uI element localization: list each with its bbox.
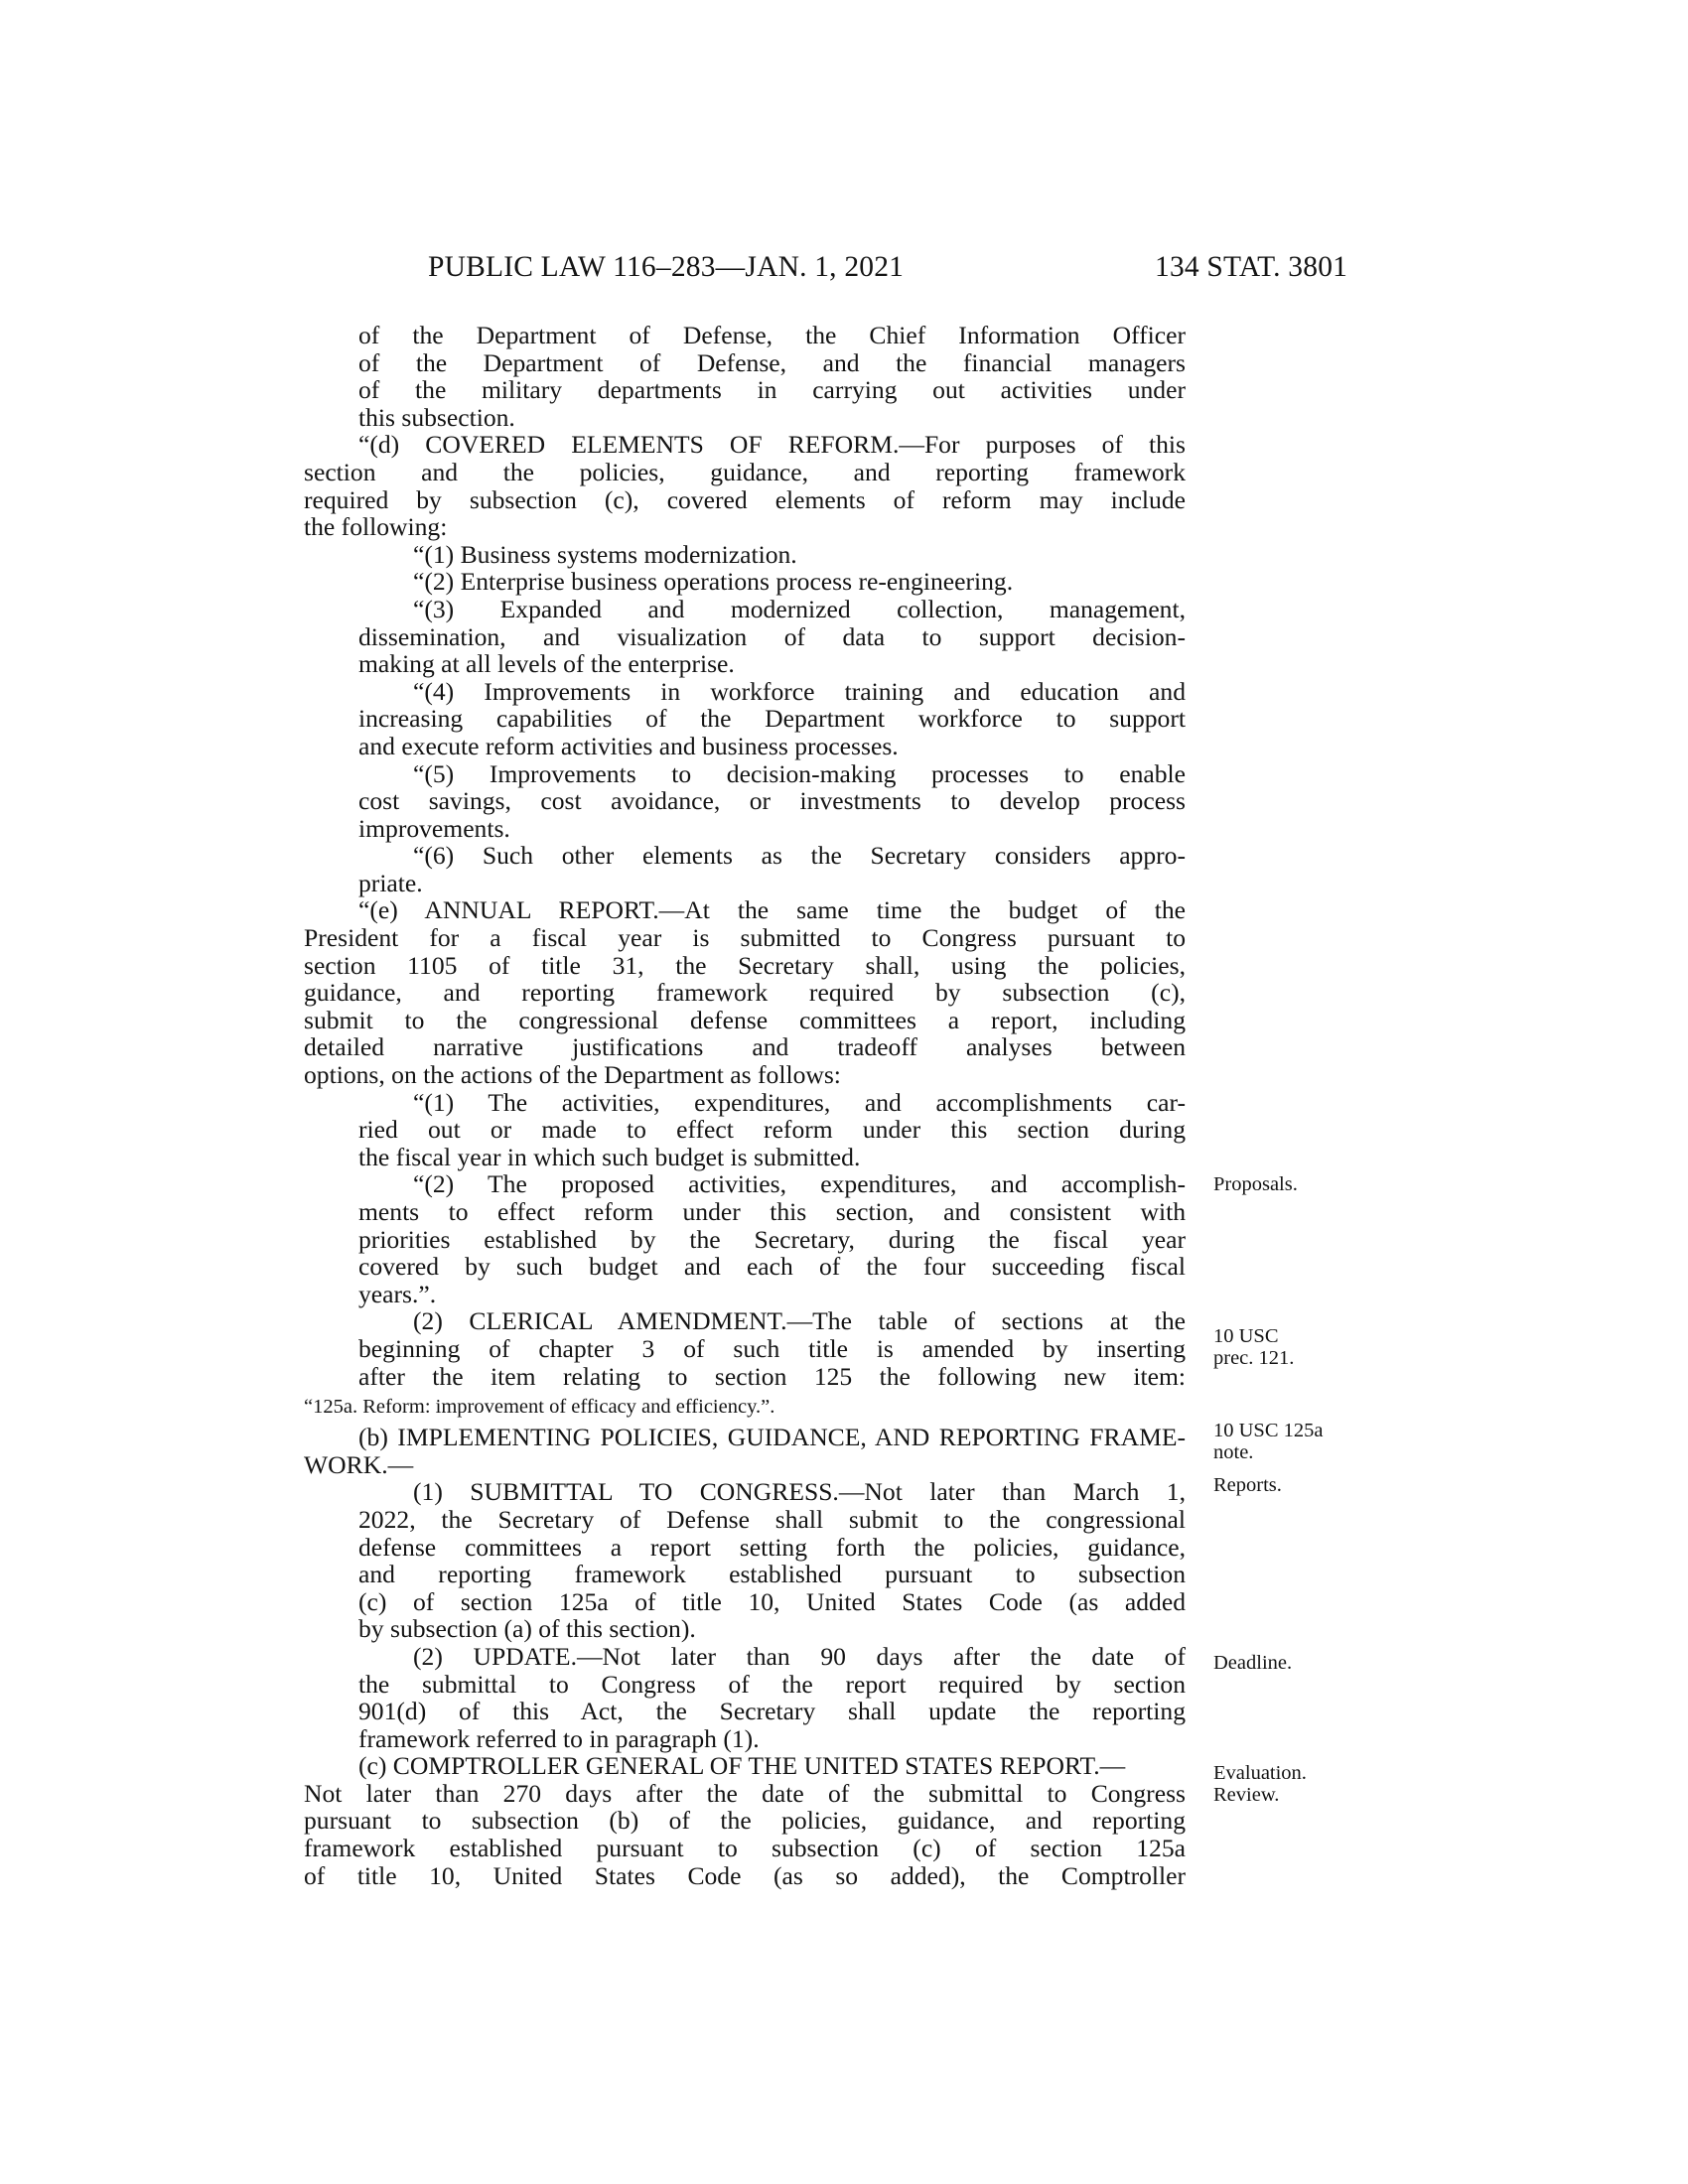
text-line: priorities established by the Secretary, during the fiscal year: [358, 1224, 1186, 1254]
text-line: cost savings, cost avoidance, or investments to develop process: [358, 786, 1186, 816]
paragraph-heading: (2) UPDATE.—Not later than 90 days after the date of: [413, 1641, 1186, 1671]
subsection-heading: (c) COMPTROLLER GENERAL OF THE UNITED STATES REPORT.—: [358, 1751, 1126, 1781]
text-line: the following:: [304, 512, 448, 542]
margin-note-reports: Reports.: [1213, 1474, 1282, 1496]
paragraph-heading: (2) CLERICAL AMENDMENT.—The table of sections at the: [413, 1306, 1186, 1336]
text-line: covered by such budget and each of the four succeeding fiscal: [358, 1252, 1186, 1282]
margin-note-line: prec. 121.: [1213, 1347, 1295, 1369]
text-line: detailed narrative justifications and tradeoff analyses between: [304, 1032, 1186, 1062]
text-line: the submittal to Congress of the report required by section: [358, 1669, 1186, 1699]
text-line: dissemination, and visualization of data to support decision-: [358, 621, 1186, 651]
text-line: options, on the actions of the Department as follows:: [304, 1060, 841, 1090]
text-line: improvements.: [358, 813, 510, 843]
margin-note-proposals: Proposals.: [1213, 1173, 1298, 1195]
text-line: priate.: [358, 868, 423, 897]
running-header-page-number: 134 STAT. 3801: [1155, 251, 1348, 283]
margin-note-usc-prec: [1213, 1325, 1294, 1369]
text-line: framework established pursuant to subsection (c) of section 125a: [304, 1834, 1186, 1863]
text-line: and reporting framework established pursuant to subsection: [358, 1560, 1186, 1589]
table-of-sections-item: “125a. Reform: improvement of efficacy and efficiency.”.: [304, 1396, 775, 1419]
text-line: pursuant to subsection (b) of the policies, guidance, and reporting: [304, 1806, 1186, 1836]
text-line: 901(d) of this Act, the Secretary shall update the reporting: [358, 1697, 1186, 1726]
text-line: of title 10, United States Code (as so added), the Comptroller: [304, 1860, 1186, 1890]
list-item: “(2) Enterprise business operations process re-engineering.: [413, 567, 1014, 597]
list-item: “(1) Business systems modernization.: [413, 539, 797, 569]
subsection-heading: “(d) COVERED ELEMENTS OF REFORM.—For purposes of this: [358, 430, 1186, 460]
text-line: WORK.—: [304, 1449, 414, 1479]
text-line: submit to the congressional defense committees a report, including: [304, 1005, 1186, 1034]
margin-note-deadline: Deadline.: [1213, 1652, 1293, 1674]
list-item: “(5) Improvements to decision-making processes to enable: [413, 758, 1186, 788]
text-line: making at all levels of the enterprise.: [358, 649, 735, 679]
text-line: required by subsection (c), covered elements of reform may include: [304, 484, 1186, 514]
text-line: President for a fiscal year is submitted to Congress pursuant to: [304, 923, 1186, 953]
text-line: framework referred to in paragraph (1).: [358, 1723, 760, 1753]
text-line: section 1105 of title 31, the Secretary shall, using the policies,: [304, 950, 1186, 980]
text-line: (c) of section 125a of title 10, United States Code (as added: [358, 1586, 1186, 1616]
running-header-title: PUBLIC LAW 116–283—JAN. 1, 2021: [428, 251, 905, 283]
margin-note-line: note.: [1213, 1441, 1254, 1463]
subsection-heading: “(e) ANNUAL REPORT.—At the same time the budget of the: [358, 895, 1186, 925]
text-line: ments to effect reform under this section, and consistent with: [358, 1197, 1186, 1226]
margin-note-line: 10 USC: [1213, 1325, 1279, 1347]
list-item: “(6) Such other elements as the Secretary considers appro-: [413, 841, 1186, 871]
margin-note-line: 10 USC 125a: [1213, 1420, 1324, 1441]
text-line: section and the policies, guidance, and reporting framework: [304, 457, 1186, 486]
text-line: beginning of chapter 3 of such title is amended by inserting: [358, 1333, 1186, 1363]
margin-note-line: Evaluation.: [1213, 1762, 1307, 1784]
text-line: the fiscal year in which such budget is submitted.: [358, 1142, 861, 1171]
text-line: guidance, and reporting framework required by subsection (c),: [304, 978, 1186, 1008]
text-line: ried out or made to effect reform under this section during: [358, 1115, 1186, 1145]
margin-note-line: Review.: [1213, 1784, 1280, 1806]
text-line: increasing capabilities of the Department workforce to support: [358, 704, 1186, 734]
list-item: “(2) The proposed activities, expenditures, and accomplish-: [413, 1169, 1186, 1199]
margin-note-usc-note: [1213, 1420, 1323, 1463]
text-line: after the item relating to section 125 the following new item:: [358, 1361, 1186, 1391]
list-item: “(4) Improvements in workforce training and education and: [413, 676, 1186, 706]
list-item: “(1) The activities, expenditures, and accomplishments car-: [413, 1087, 1186, 1117]
text-line: of the Department of Defense, the Chief Information Officer: [358, 321, 1186, 349]
text-line: 2022, the Secretary of Defense shall submit to the congressional: [358, 1504, 1186, 1534]
margin-note-evaluation-review: [1213, 1762, 1307, 1806]
text-line: of the Department of Defense, and the financial managers: [358, 347, 1186, 377]
text-line: by subsection (a) of this section).: [358, 1614, 696, 1644]
text-line: years.”.: [358, 1279, 437, 1308]
list-item: “(3) Expanded and modernized collection, management,: [413, 594, 1186, 623]
body-text: [304, 322, 1186, 1889]
text-line: defense committees a report setting forth the policies, guidance,: [358, 1532, 1186, 1562]
text-line: Not later than 270 days after the date of the submittal to Congress: [304, 1778, 1186, 1808]
subsection-heading: (b) IMPLEMENTING POLICIES, GUIDANCE, AND REPORTING FRAME-: [358, 1423, 1186, 1452]
paragraph-heading: (1) SUBMITTAL TO CONGRESS.—Not later than March 1,: [413, 1477, 1186, 1507]
text-line: of the military departments in carrying out activities under: [358, 375, 1186, 405]
text-line: this subsection.: [358, 402, 515, 432]
text-line: and execute reform activities and business processes.: [358, 731, 899, 760]
